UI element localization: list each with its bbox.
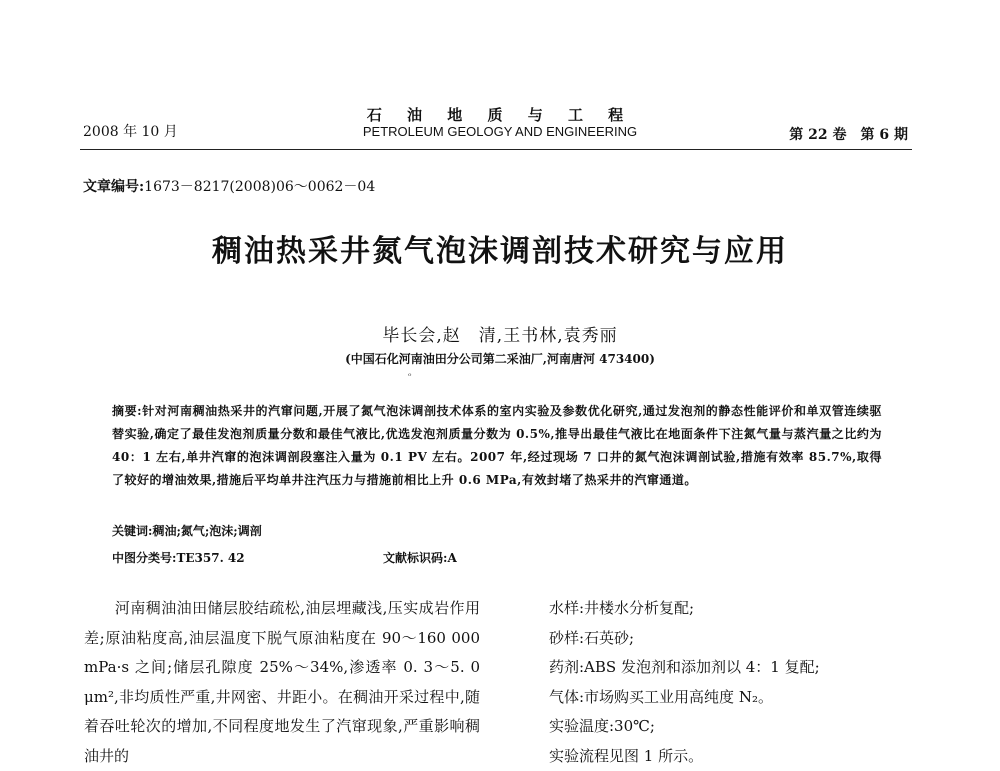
body-right-column [549, 594, 820, 771]
volume-issue: 第 22 卷 第 6 期 [789, 124, 908, 144]
body-line: 药剂:ABS 发泡剂和添加剂以 4：1 复配; [549, 653, 820, 683]
body-line: 实验流程见图 1 所示。 [549, 742, 820, 771]
body-paragraph-text: 河南稠油油田储层胶结疏松,油层埋藏浅,压实成岩作用差;原油粘度高,油层温度下脱气原油粘度在 90～160 000 mPa·s 之间;储层孔隙度 25%～34%,渗透率 0. 3～5. 0 μm²,非均质性严重,井网密、井距小。在稠油开采过程中,随着吞吐轮次的增加,不同程度地发生了汽窜现象,严重影响稠油井的 [84, 599, 480, 765]
journal-title-cn: 石 油 地 质 与 工 程 [0, 104, 1000, 125]
article-number [83, 176, 375, 196]
article-number-value: 1673－8217(2008)06～0062－04 [144, 179, 375, 195]
classification-value: TE357. 42 [176, 551, 244, 565]
body-line: 实验温度:30℃; [549, 712, 820, 742]
keywords-label: 关键词: [112, 524, 152, 538]
abstract-text: 针对河南稠油热采井的汽窜问题,开展了氮气泡沫调剖技术体系的室内实验及参数优化研究,通过发泡剂的静态性能评价和单双管连续驱替实验,确定了最佳发泡剂质量分数和最佳气液比,优选发泡剂质量分数为 0.5%,推导出最佳气液比在地面条件下注氮气量与蒸汽量之比约为 40：1 左右,单井汽窜的泡沫调剖段塞注入量为 0.1 PV 左右。2007 年,经过现场 7 口井的氮气泡沫调剖试验,措施有效率 85.7%,取得了较好的增油效果,措施后平均单井注汽压力与措施前相比上升 0.6 MPa,有效封堵了热采井的汽窜通道。 [112, 404, 882, 487]
header-rule [80, 149, 912, 150]
body-left-column [84, 594, 480, 771]
abstract [112, 400, 882, 492]
body-paragraph [84, 594, 480, 771]
journal-title-en: PETROLEUM GEOLOGY AND ENGINEERING [0, 124, 1000, 139]
article-number-label: 文章编号: [83, 179, 144, 195]
keywords [112, 522, 262, 539]
document-code [383, 549, 457, 566]
issue-date: 2008 年 10 月 [83, 121, 178, 141]
document-code-label: 文献标识码: [383, 551, 447, 565]
classification-number [112, 549, 245, 566]
abstract-label: 摘要: [112, 404, 142, 418]
body-line: 气体:市场购买工业用高纯度 N₂。 [549, 683, 820, 713]
affiliation: (中国石化河南油田分公司第二采油厂,河南唐河 473400) [0, 350, 1000, 367]
paper-title: 稠油热采井氮气泡沫调剖技术研究与应用 [0, 226, 1000, 270]
body-line: 水样:井楼水分析复配; [549, 594, 820, 624]
keywords-text: 稠油;氮气;泡沫;调剖 [152, 524, 261, 538]
classification-label: 中图分类号: [112, 551, 176, 565]
body-line: 砂样:石英砂; [549, 624, 820, 654]
document-code-value: A [447, 551, 456, 565]
authors: 毕长会,赵 清,王书林,袁秀丽 [0, 321, 1000, 346]
stray-mark: ᵒ [408, 372, 411, 382]
